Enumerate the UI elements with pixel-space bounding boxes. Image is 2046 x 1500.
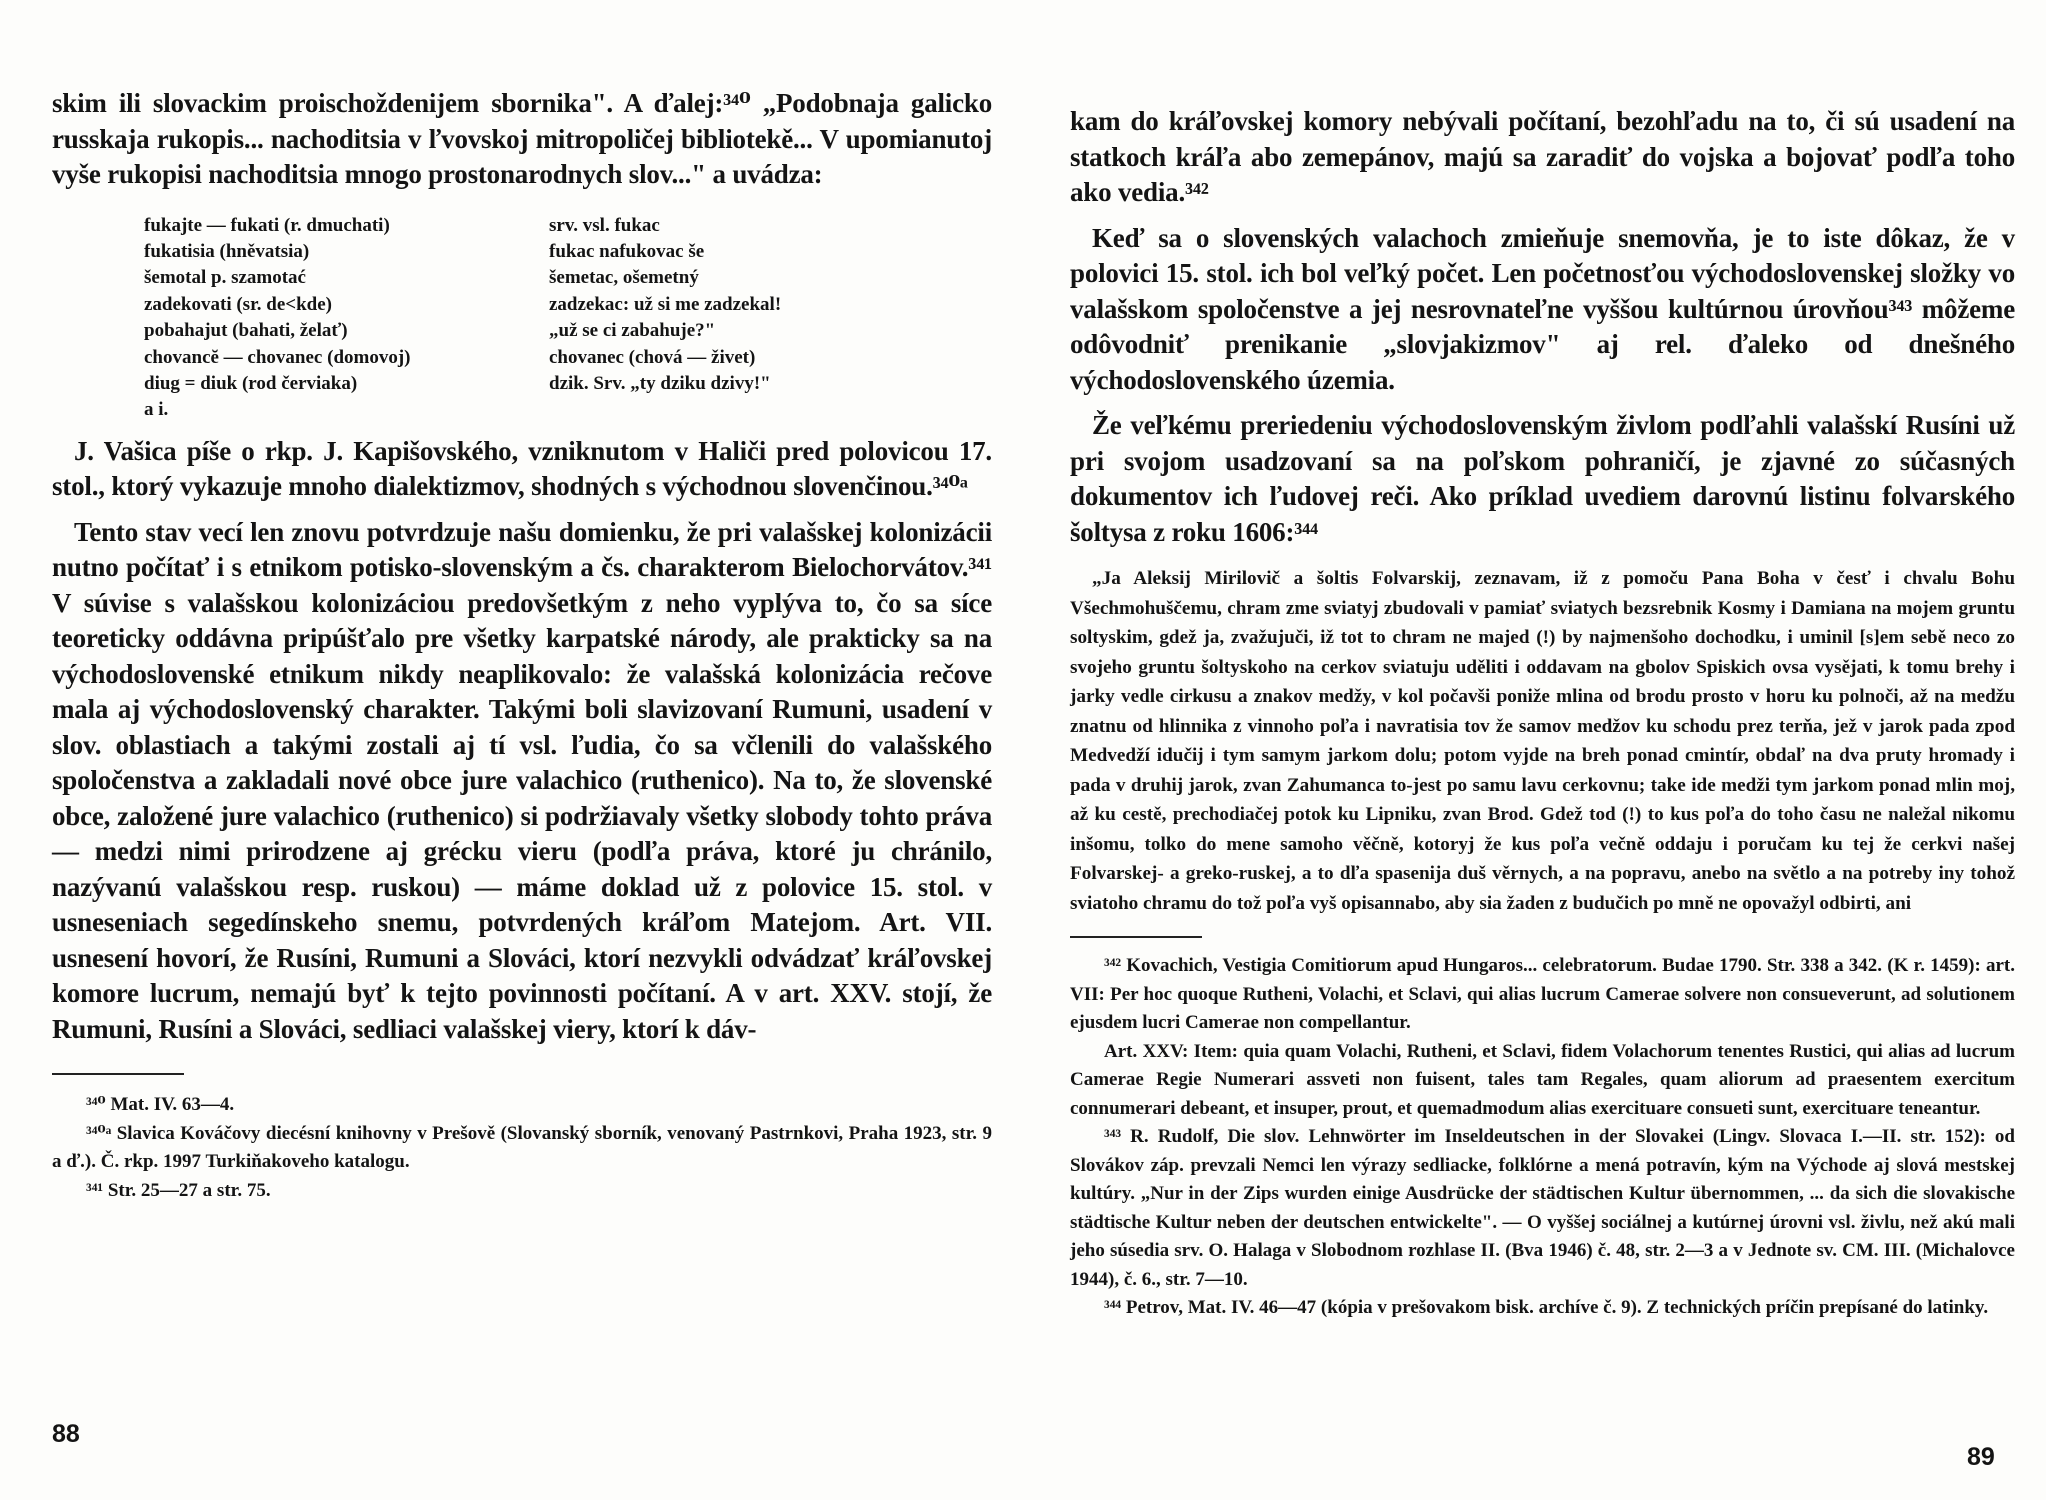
left-body <box>52 434 992 1048</box>
footnote-separator <box>52 1073 184 1075</box>
word-list-cell: pobahajut (bahati, želať) <box>144 320 348 342</box>
left-intro-paragraph: skim ili slovackim proischoždenijem sbornika". A ďalej:³⁴⁰ „Podobnaja galicko russkaja rukopis... nachoditsia v ľvovskoj mitropoličej bibliotekě... V upomianutoj vyše rukopisi nachoditsia mnogo prostonarodnych slov..." a uvádza: <box>52 88 992 189</box>
footnote: ³⁴¹ Str. 25—27 a str. 75. <box>86 1179 271 1201</box>
right-paragraph-snemovna: Keď sa o slovenských valachoch zmieňuje snemovňa, je to iste dôkaz, že v polovici 15. stol. ich bol veľký počet. Len početnosťou východoslovenskej složky vo valašskom spoločenstve a jej nesrovnateľne vyššou kultúrnou úrovňou³⁴³ môžeme odôvodniť prenikanie „slovjakizmov" aj rel. ďaleko od dnešného východoslovenského územia. <box>1070 222 2015 395</box>
footnote: Art. XXV: Item: quia quam Volachi, Rutheni, et Sclavi, fidem Volachorum tenentes Rustici, qui alias ad lucrum Camerae Regie Numerari assveti non fuisent, tales tam Regales, quam aliorum ad praesentem exercitum connumerari debeant, et insuper, prout, et quemadmodum alias exercituare consueti sunt, exercituare teneantur. <box>1070 1040 2015 1119</box>
left-column <box>52 86 992 1205</box>
word-list-cell: fukatisia (hněvatsia) <box>144 240 310 262</box>
right-footnotes <box>1070 952 2015 1323</box>
word-list-cell: šemetac, ošemetný <box>549 267 699 289</box>
word-list-cell: dzik. Srv. „ty dziku dzivy!" <box>549 372 771 394</box>
word-list-cell: zadzekac: už si me zadzekal! <box>549 293 782 315</box>
right-column <box>1070 104 2015 1323</box>
page-number-right: 89 <box>1967 1443 1995 1471</box>
right-page <box>1023 0 2046 1500</box>
left-main-text <box>52 86 992 193</box>
word-list-cell <box>549 397 992 423</box>
word-list-cell: fukac nafukovac še <box>549 240 705 262</box>
word-list-cell: srv. vsl. fukac <box>549 214 660 236</box>
footnote: ³⁴⁰ Mat. IV. 63—4. <box>86 1094 235 1116</box>
footnote: ³⁴³ R. Rudolf, Die slov. Lehnwörter im Inseldeutschen in der Slovakei (Lingv. Slovaca I.—II. str. 152): od Slovákov záp. prevzali Nemci len výrazy sedliacke, folklórne a mená potravín, kým na Východe aj slová mestskej kultúry. „Nur in der Zips wurden einige Ausdrücke der städtischen Kultur übernommen, ... da sich die slovakische städtische Kultur neben der deutschen entwickelte". — O vyššej sociálnej a kutúrnej úrovni vsl. živlu, než akú mali jeho súsedia srv. O. Halaga v Slobodnom rozhlase II. (Bva 1946) č. 48, str. 2—3 a v Jednote sv. CM. III. (Michalovce 1944), č. 6., str. 7—10. <box>1070 1126 2015 1290</box>
word-list <box>144 213 992 424</box>
word-list-cell: zadekovati (sr. de<kde) <box>144 293 332 315</box>
left-paragraph-vasica: J. Vašica píše o rkp. J. Kapišovského, vzniknutom v Haliči pred polovicou 17. stol., ktorý vykazuje mnoho dialektizmov, shodných s východnou slovenčinou.³⁴⁰ᵃ <box>52 435 992 502</box>
right-main-text <box>1070 104 2015 550</box>
left-paragraph-main: Tento stav vecí len znovu potvrdzuje našu domienku, že pri valašskej kolonizácii nutno počítať i s etnikom potisko-slovenským a čs. charakterom Bielochorvátov.³⁴¹ V súvise s valašskou kolonizáciou predovšetkým z neho vyplýva to, čo sa síce teoreticky oddávna pripúšťalo pre všetky karpatské národy, ale prakticky sa na východoslovenské etnikum nikdy neaplikovalo: že valašská kolonizácia rečove mala aj východoslovenský charakter. Takými boli slavizovaní Rumuni, usadení v slov. oblastiach a takými zostali aj tí vsl. ľudia, čo sa včlenili do valašského spoločenstva a zakladali nové obce jure valachico (ruthenico). Na to, že slovenské obce, založené jure valachico (ruthenico) si podržiavaly všetky slobody tohto práva — medzi nimi prirodzene aj grécku vieru (podľa práva, ktoré ju chránilo, nazývanú valašskou resp. ruskou) — máme doklad už z polovice 15. stol. v usneseniach segedínskeho snemu, potvrdených kráľom Matejom. Art. VII. usnesení hovorí, že Rusíni, Rumuni a Slováci, ktorí nezvykli odvádzať kráľovskej komore lucrum, nemajú byť k tejto povinnosti počítaní. A v art. XXV. stojí, že Rumuni, Rusíni a Slováci, sedliaci valašskej viery, ktorí k dáv- <box>52 516 992 1044</box>
word-list-cell: „už se ci zabahuje?" <box>549 320 716 342</box>
word-list-cell: chovanec (chová — živet) <box>549 346 756 368</box>
right-paragraph-rusini: Že veľkému preriedeniu východoslovenským živlom podľahli valašskí Rusíni už pri svojom usadzovaní sa na poľskom pohraničí, je zjavné zo súčasných dokumentov ich ľudovej reči. Ako príklad uvediem darovnú listinu folvarského šoltysa z roku 1606:³⁴⁴ <box>1070 410 2015 547</box>
word-list-cell: fukajte — fukati (r. dmuchati) <box>144 214 390 236</box>
footnote: ³⁴⁴ Petrov, Mat. IV. 46—47 (kópia v prešovakom bisk. archíve č. 9). Z technických príčin prepísané do latinky. <box>1104 1297 1989 1318</box>
right-paragraph-continuation: kam do kráľovskej komory nebývali počítaní, bezohľadu na to, či sú usadení na statkoch kráľa abo zemepánov, majú sa zaradiť do vojska a bojovať podľa toho ako vedia.³⁴² <box>1070 106 2015 207</box>
word-list-cell: chovancĕ — chovanec (domovoj) <box>144 346 411 368</box>
footnote-separator <box>1070 936 1202 938</box>
word-list-cell: diug = diuk (rod červiaka) <box>144 372 358 394</box>
left-footnotes <box>52 1091 992 1205</box>
word-list-cell: šemotal p. szamotać <box>144 267 306 289</box>
page-number-left: 88 <box>52 1420 80 1448</box>
charter-quote-text: „Ja Aleksij Mirilovič a šoltis Folvarskij, zeznavam, iž z pomoču Pana Boha v česť i chvalu Bohu Všechmohuščemu, chram zme sviatyj zbudovali v pamiať sviatych bezsrebnik Kosmy i Damiana na mojem gruntu soltyskim, gdež ja, zvažujuči, iž tot to chram ne majed (!) by najmenšoho dochodku, i uminil [s]em sebě neco zo svojeho gruntu šoltyskoho na cerkov sviatuju uděliti i oddavam na gbolov Spiskich ovsa vysějati, k tomu brehy i jarky vedle cirkusu a znakov medžy, v kol počavši poniže mlina od brodu prosto v horu ku polnoči, až na medžu znatnu od hlinnika z vinnoho poľa i navratisia tov že samov medžov ku schodu prez terňa, jež v jarok pada zpod Medvedží idučij i tym samym jarkom dolu; potom vyjde na breh ponad cmintír, obdaľ na dva pruty hromady i pada v druhij jarok, zvan Zahumanca to-jest po samu lavu cerkovnu; take ide medži tym jarkom ponad mlin moj, až ku cestě, prechodiačej potok ku Lipniku, zvan Brod. Gdež tod (!) to kus poľa do toho času ne naležal nikomu inšomu, tolko do mene samoho věčně, kotoryj že kus poľa večně oddaju i poručam ku tej že cerkvi našej Folvarskej- a greko-ruskej, a to dľa spasenija duš věrnych, a na popravu, anebo na světlo a na potreby iny tohož sviatoho chramu do tož poľa vyš opisannabo, aby sia žaden z budučich po mně ne opovažyl odbirti, ani <box>1070 568 2015 914</box>
word-list-cell: a i. <box>144 399 169 421</box>
charter-quote <box>1070 564 2015 918</box>
footnote: ³⁴² Kovachich, Vestigia Comitiorum apud Hungaros... celebratorum. Budae 1790. Str. 338 a 342. (K r. 1459): art. VII: Per hoc quoque Rutheni, Volachi, et Sclavi, qui alias lucrum Camerae solvere non consueverunt, ad solutionem ejusdem lucri Camerae non compellantur. <box>1070 955 2015 1033</box>
footnote: ³⁴⁰ᵃ Slavica Kováčovy diecésní knihovny v Prešově (Slovanský sborník, venovaný Pastrnkovi, Praha 1923, str. 9 a ď.). Č. rkp. 1997 Turkiňakoveho katalogu. <box>52 1122 992 1173</box>
